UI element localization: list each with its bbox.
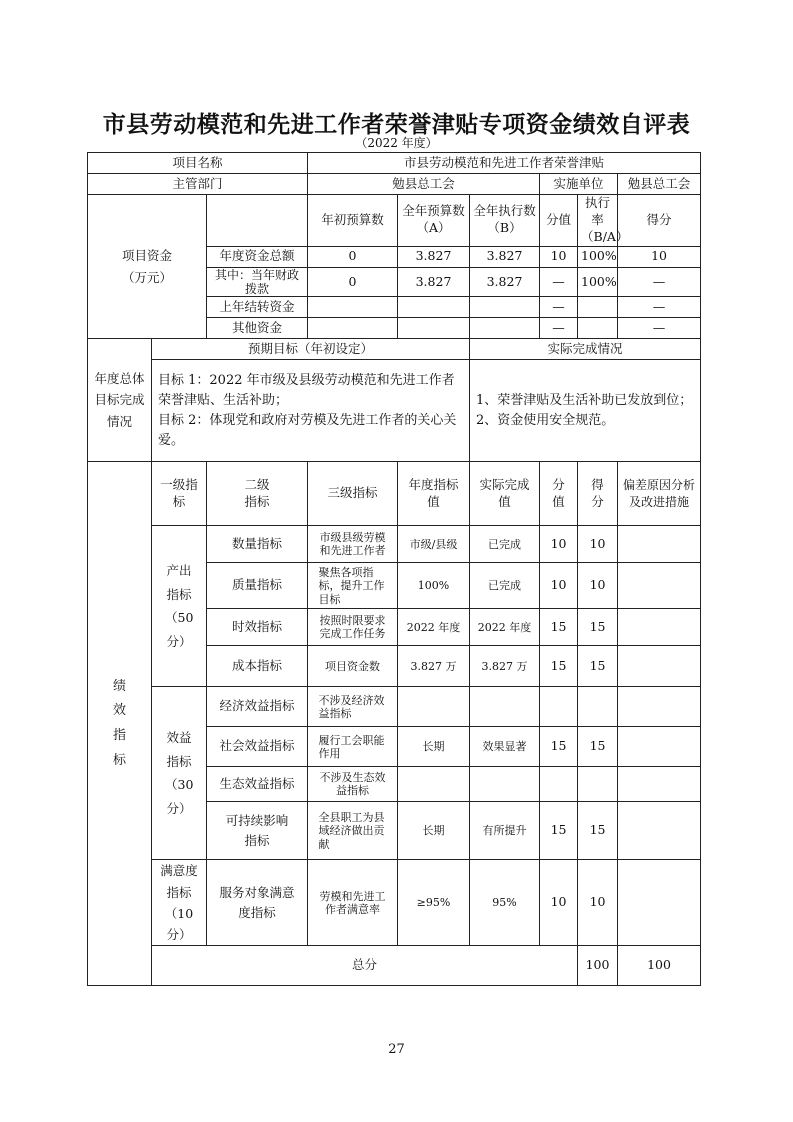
perf-level3: 不涉及经济效益指标 [308,687,398,727]
perf-level2: 成本指标 [207,646,308,687]
perf-target: ≥95% [398,860,470,946]
performance-label [88,462,152,986]
perf-value: 15 [540,727,578,767]
funds-row-rate [578,318,618,339]
perf-header-value: 分值 [540,462,578,526]
funds-row-initial [308,318,398,339]
perf-level2: 生态效益指标 [207,767,308,802]
funds-row-rate: 100% [578,267,618,297]
page-number: 27 [388,1042,405,1057]
total-row [88,946,701,986]
perf-value: 15 [540,646,578,687]
perf-value: 10 [540,860,578,946]
perf-actual: 已完成 [470,563,540,609]
expected-header: 预期目标（年初设定） [152,339,470,360]
perf-header-level1: 一级指标 [152,462,207,526]
perf-level3: 项目资金数 [308,646,398,687]
perf-score [578,687,618,727]
funds-header-score: 得分 [618,195,701,247]
perf-note [618,727,701,767]
perf-actual [470,767,540,802]
funds-row-score: — [618,267,701,297]
perf-level2: 社会效益指标 [207,727,308,767]
perf-actual: 有所提升 [470,802,540,860]
goals-label-text: 年度总体目标完成情况 [94,370,145,430]
perf-actual [470,687,540,727]
perf-level3: 不涉及生态效益指标 [308,767,398,802]
funds-row-name: 上年结转资金 [207,297,308,318]
dept-value: 勉县总工会 [308,174,540,195]
funds-row-rate: 100% [578,246,618,267]
perf-level3: 按照时限要求完成工作任务 [308,609,398,646]
funds-row-annual: 3.827 [398,267,470,297]
perf-score: 15 [578,727,618,767]
perf-target [398,687,470,727]
project-name-label: 项目名称 [88,153,308,174]
expected-text: 目标 1：2022 年市级及县级劳动模范和先进工作者荣誉津贴、生活补助； 目标 2：体现党和政府对劳模及先进工作者的关心关爱。 [152,360,470,462]
perf-target: 长期 [398,727,470,767]
impl-label: 实施单位 [540,174,618,195]
perf-score: 15 [578,802,618,860]
funds-row-score: — [618,297,701,318]
funds-row-rate [578,297,618,318]
funds-row-executed [470,297,540,318]
perf-note [618,563,701,609]
perf-actual: 3.827 万 [470,646,540,687]
actual-text: 1、荣誉津贴及生活补助已发放到位； 2、资金使用安全规范。 [470,360,701,462]
perf-level3: 履行工会职能作用 [308,727,398,767]
funds-header-initial: 年初预算数 [308,195,398,247]
perf-note [618,860,701,946]
actual-header: 实际完成情况 [470,339,701,360]
funds-row-annual [398,297,470,318]
funds-row-initial [308,297,398,318]
perf-level2: 可持续影响指标 [207,802,308,860]
funds-row-name: 其中：当年财政拨款 [207,267,308,297]
evaluation-table [87,152,701,986]
funds-row-score-value: 10 [540,246,578,267]
perf-level2: 时效指标 [207,609,308,646]
perf-header-note: 偏差原因分析及改进措施 [618,462,701,526]
funds-row-score-value: — [540,267,578,297]
funds-row-score: — [618,318,701,339]
goals-label [88,339,152,462]
group-output: 产出指标（50分） [152,526,207,687]
funds-row-initial: 0 [308,246,398,267]
perf-score [578,767,618,802]
perf-level3: 聚焦各项指标，提升工作目标 [308,563,398,609]
perf-note [618,609,701,646]
perf-actual: 2022 年度 [470,609,540,646]
perf-note [618,767,701,802]
perf-row [88,860,701,946]
funds-row-executed: 3.827 [470,246,540,267]
perf-target: 100% [398,563,470,609]
funds-label-text: 项目资金（万元） [121,248,172,285]
perf-value [540,687,578,727]
funds-row-name: 其他资金 [207,318,308,339]
perf-level3: 全县职工为县域经济做出贡献 [308,802,398,860]
funds-row-executed [470,318,540,339]
impl-value: 勉县总工会 [618,174,701,195]
funds-label [88,195,207,339]
group-satisfaction: 满意度指标（10分） [152,860,207,946]
total-score: 100 [618,946,701,986]
perf-row [88,687,701,727]
funds-header-annual: 全年预算数（A） [398,195,470,247]
perf-target: 长期 [398,802,470,860]
perf-value [540,767,578,802]
perf-target: 2022 年度 [398,609,470,646]
total-label: 总分 [152,946,578,986]
perf-level3: 市级县级劳模和先进工作者 [308,526,398,563]
funds-header-score-value: 分值 [540,195,578,247]
perf-level2: 经济效益指标 [207,687,308,727]
perf-level2: 数量指标 [207,526,308,563]
page-title: 市县劳动模范和先进工作者荣誉津贴专项资金绩效自评表 [102,112,691,138]
perf-note [618,646,701,687]
perf-actual: 已完成 [470,526,540,563]
perf-score: 10 [578,526,618,563]
perf-header-target: 年度指标值 [398,462,470,526]
perf-level3: 劳模和先进工作者满意率 [308,860,398,946]
funds-row-executed: 3.827 [470,267,540,297]
perf-score: 10 [578,563,618,609]
perf-header-level3: 三级指标 [308,462,398,526]
perf-value: 15 [540,802,578,860]
funds-row-annual: 3.827 [398,246,470,267]
funds-row-score: 10 [618,246,701,267]
funds-header-executed: 全年执行数（B） [470,195,540,247]
funds-row-score-value: — [540,318,578,339]
perf-actual: 效果显著 [470,727,540,767]
funds-row-initial: 0 [308,267,398,297]
perf-score: 15 [578,609,618,646]
perf-header-level2: 二级指标 [207,462,308,526]
funds-row-name: 年度资金总额 [207,246,308,267]
funds-row-annual [398,318,470,339]
perf-value: 10 [540,526,578,563]
perf-target [398,767,470,802]
perf-note [618,802,701,860]
perf-level2: 服务对象满意度指标 [207,860,308,946]
perf-header-score: 得分 [578,462,618,526]
perf-value: 15 [540,609,578,646]
perf-score: 10 [578,860,618,946]
group-benefit: 效益指标（30分） [152,687,207,860]
perf-score: 15 [578,646,618,687]
funds-row-score-value: — [540,297,578,318]
perf-actual: 95% [470,860,540,946]
dept-label: 主管部门 [88,174,308,195]
perf-note [618,687,701,727]
perf-row [88,526,701,563]
perf-level2: 质量指标 [207,563,308,609]
perf-target: 3.827 万 [398,646,470,687]
perf-header-actual: 实际完成值 [470,462,540,526]
project-name-value: 市县劳动模范和先进工作者荣誉津贴 [308,153,701,174]
perf-note [618,526,701,563]
page-subtitle: （2022 年度） [355,136,438,150]
total-value: 100 [578,946,618,986]
perf-target: 市级/县级 [398,526,470,563]
funds-header-rate: 执行率（B/A） [578,195,618,247]
performance-label-text: 绩效指标 [112,678,126,768]
perf-value: 10 [540,563,578,609]
